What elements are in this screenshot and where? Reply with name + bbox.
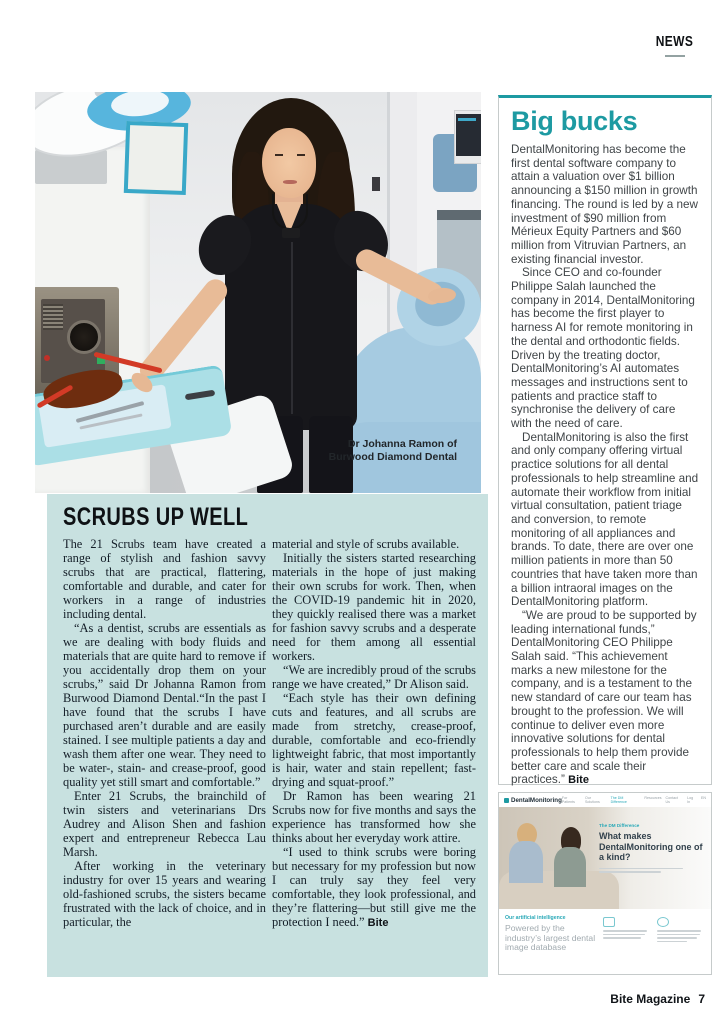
sidebar-heading: Big bucks [511,106,638,136]
sidebar-paragraph: Since CEO and co-founder Philippe Salah launched the company in 2014, DentalMonitoring has become the first player to harness AI for remote monitoring in the dental and orthodontic fields. Driven by the treating doctor, DentalMonitoring’s AI automates messages and instructions sent to patients and practice staff to synchronise the delivery of care with the need of care. [511,266,695,431]
sidebar-paragraph-text: “We are proud to be supported by leading international funds,” DentalMonitoring CEO Philippe Salah said. “This achievement marks a new milestone for the company, and is a testament to the new standard of care our team has brought to the profession. We will continue to deliver even more innovative solutions for dental professionals to help them provide better care and scale their practices.” [511,608,697,787]
section-underline [665,55,685,57]
ai-feature-2 [657,917,703,942]
dentalmonitoring-logo-text: DentalMonitoring [511,796,562,804]
feature-text-placeholder [657,934,700,936]
loupes-strap-shape [272,194,308,230]
database-icon [603,917,615,927]
feature-text-placeholder [657,937,697,939]
nav-item: Contact Us [665,796,678,804]
sidebar-paragraph: DentalMonitoring has become the first dental software company to attain a valuation over $1 billion announcing a $150 million in growth financing. The round is led by a new investment of $90 million from Mérieux Equity Partners and $60 million from Vitruvian Partners, an existing financial investor. [511,143,698,266]
article-headline [63,503,295,532]
page-number: 7 [698,992,705,1006]
hero-woman2-body-shape [554,847,586,887]
dentist-face-shape [262,128,316,198]
nav-item: The DM Difference [610,796,627,804]
button-placket-shape [291,242,293,414]
window-frame-shape [124,121,188,195]
feature-text-placeholder [603,937,641,939]
sidebar-news-box [498,95,712,785]
hero-woman1-body-shape [509,841,543,883]
dentalmonitoring-website-screenshot [498,792,712,975]
article-column-2 [272,537,476,930]
feature-text-placeholder [657,930,701,932]
section-header [651,33,698,57]
machine-red-light-shape [44,355,50,361]
article-endmark: Bite [367,917,389,929]
website-hero [499,807,711,909]
dentist-eye-right-shape [297,154,305,156]
sidebar-paragraph [511,609,699,788]
feature-text-placeholder [603,930,647,932]
article-paragraph-text: “I used to think scrubs were boring but necessary for my profession but now I can truly say they feel very comfortable, they look professional, and they’re flattering—but still give me the protection I need.” [272,845,476,929]
hero-subtext-placeholder [599,871,661,873]
dentalmonitoring-logo [504,797,562,804]
article-paragraph: After working in the veterinary industry for over 15 years and wearing old-fashioned scrubs, the sisters became frustrated with the lack of choice, and in particular, the [63,859,266,929]
hero-subtext-placeholder [599,868,683,870]
article-paragraph: The 21 Scrubs team have created a range of stylish and fashion savvy scrubs that are practical, flattering, comfortable and durable, and cater for workers in a range of industries including dental. [63,537,266,621]
photo-caption-line1: Dr Johanna Ramon of [347,438,457,450]
footer-brand: Bite Magazine [610,992,691,1006]
page-footer [610,992,705,1006]
article-paragraph: Initially the sisters started researching materials in the hope of just making their own scrubs for work. Then, when the COVID-19 pandemic hit in 2020, they quickly realised there was a market for fashion savvy scrubs and a desperate need for them among all essential workers. [272,551,476,663]
dentalmonitoring-logo-icon [504,798,509,803]
article-headline-text: SCRUBS UP WELL [63,503,249,531]
ai-feature-1 [603,917,649,939]
website-nav [562,796,706,804]
machine-vent-shape [43,304,63,330]
photo-caption [329,438,457,464]
website-ai-section [499,909,711,974]
sidebar-paragraph: DentalMonitoring is also the first and only company offering virtual practice solutions for all dental professionals to help streamline and automate their workflow from initial virtual consultation, patient triage and conversion, to remote monitoring of all appliances and brands. To date, there are over one million patients in more than 50 countries that have taken more than a billion intraoral images on the DentalMonitoring platform. [511,430,699,609]
nav-item: For Patients [561,796,575,804]
ai-heading: Powered by the industry’s largest dental image database [505,923,596,953]
loupes-shape [282,228,300,238]
article-paragraph: material and style of scrubs available. [272,537,460,551]
hero-text-block [599,823,705,873]
ai-kicker: Our artificial intelligence [505,915,566,921]
dentist-lips-shape [283,180,297,184]
article-photo [35,92,481,493]
nav-item-language: EN [701,796,706,800]
photo-caption-line2: Burwood Diamond Dental [328,451,457,463]
article-paragraph: “We are incredibly proud of the scrubs range we have created,” Dr Alison said. [272,663,476,691]
article-paragraph: “As a dentist, scrubs are essentials as we are dealing with body fluids and materials that are quite hard to remove if you accidentally drop them on your scrubs,” said Dr Johanna Ramon from Burwood Diamond Dental.“In the past I have found that the scrubs I have purchased aren’t durable and are easily stained. I see multiple patients a day and wash them after one wear. They need to be water-, stain- and crease-proof, good quality yet still smart and comfortable.” [63,621,266,789]
light-switch-shape [372,177,380,191]
hero-kicker: The DM Difference [599,823,640,828]
machine-dial-shape [67,320,101,354]
section-label: NEWS [655,33,694,50]
article-paragraph: Dr Ramon has been wearing 21 Scrubs now for five months and says the experience has transformed how she thinks about her everyday work attire. [272,789,476,845]
feature-text-placeholder [657,941,687,943]
article-paragraph [272,845,476,930]
article-paragraph: “Each style has their own defining cuts and features, and all scrubs are made from stretchy, crease-proof, durable, comfortable and eco-friendly lightweight fabric, that most importantly is hair, water and stain repellent; fast-drying and squat-proof.” [272,691,476,789]
website-header [499,793,711,808]
nav-item: Log In [687,796,694,804]
gray-cabinet-top-shape [437,210,481,220]
nav-item: Our Solutions [585,796,600,804]
hero-heading: What makes DentalMonitoring one of a kind? [599,831,703,862]
dentist-eye-left-shape [275,154,283,156]
ai-icon [657,917,669,927]
sidebar-endmark: Bite [568,774,589,787]
article-column-1 [63,537,266,929]
feature-text-placeholder [603,934,645,936]
article-paragraph: Enter 21 Scrubs, the brainchild of twin sisters and veterinarians Drs Audrey and Alison Shen and fashion expert and entrepreneur Rebecca Lau Marsh. [63,789,266,859]
nav-item: Resources [644,796,662,800]
monitor-screen-bar-shape [458,118,476,121]
